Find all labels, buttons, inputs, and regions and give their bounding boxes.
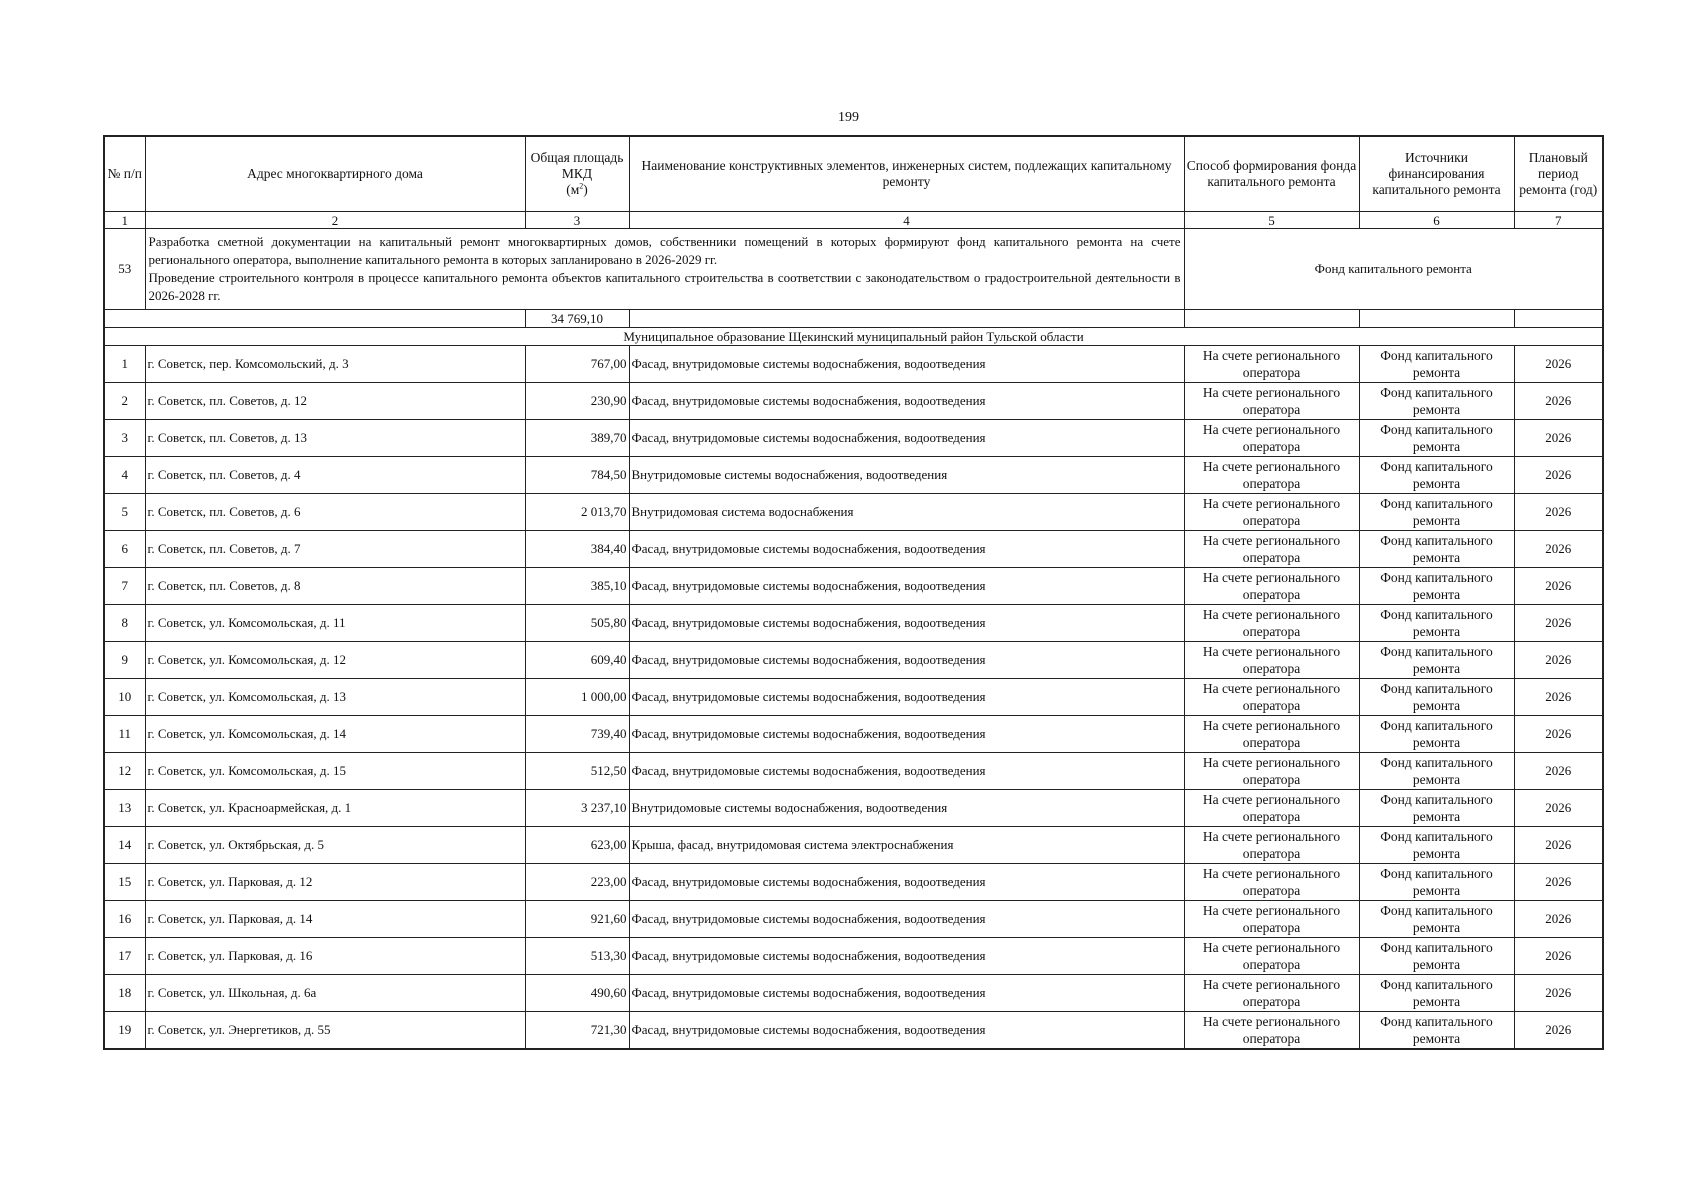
row-method: На счете регионального оператора [1184, 383, 1359, 420]
row-elements: Внутридомовые системы водоснабжения, водоотведения [629, 790, 1184, 827]
row-area: 505,80 [525, 605, 629, 642]
header-period: Плановый период ремонта (год) [1514, 136, 1603, 212]
row-address: г. Советск, ул. Комсомольская, д. 11 [145, 605, 525, 642]
row-area: 223,00 [525, 864, 629, 901]
row-source: Фонд капитального ремонта [1359, 383, 1514, 420]
row-area: 513,30 [525, 938, 629, 975]
item-53-number: 53 [104, 229, 145, 310]
row-elements: Фасад, внутридомовые системы водоснабжения, водоотведения [629, 753, 1184, 790]
row-method: На счете регионального оператора [1184, 605, 1359, 642]
row-source: Фонд капитального ремонта [1359, 827, 1514, 864]
column-index: 5 [1184, 212, 1359, 229]
row-elements: Фасад, внутридомовые системы водоснабжения, водоотведения [629, 642, 1184, 679]
row-year: 2026 [1514, 420, 1603, 457]
header-sources: Источники финансирования капитального ремонта [1359, 136, 1514, 212]
header-area [525, 136, 629, 212]
column-index: 4 [629, 212, 1184, 229]
item-53-text-1: Разработка сметной документации на капитальный ремонт многоквартирных домов, собственники помещений в которых формируют фонд капитального ремонта на счете регионального оператора, выполнение капитального ремонта в которых запланировано в 2026-2029 гг. [148, 234, 1181, 267]
total-blank [104, 310, 525, 328]
table-row [104, 1012, 1603, 1050]
row-area: 385,10 [525, 568, 629, 605]
row-method: На счете регионального оператора [1184, 494, 1359, 531]
row-method: На счете регионального оператора [1184, 864, 1359, 901]
municipality-title: Муниципальное образование Щекинский муниципальный район Тульской области [104, 328, 1603, 346]
row-number: 17 [104, 938, 145, 975]
row-address: г. Советск, ул. Парковая, д. 16 [145, 938, 525, 975]
row-source: Фонд капитального ремонта [1359, 420, 1514, 457]
row-area: 784,50 [525, 457, 629, 494]
row-address: г. Советск, пл. Советов, д. 12 [145, 383, 525, 420]
table-row [104, 420, 1603, 457]
row-elements: Фасад, внутридомовые системы водоснабжения, водоотведения [629, 568, 1184, 605]
row-source: Фонд капитального ремонта [1359, 679, 1514, 716]
row-address: г. Советск, ул. Энергетиков, д. 55 [145, 1012, 525, 1050]
table-row [104, 827, 1603, 864]
row-elements: Фасад, внутридомовые системы водоснабжения, водоотведения [629, 938, 1184, 975]
row-method: На счете регионального оператора [1184, 568, 1359, 605]
table-row [104, 753, 1603, 790]
row-area: 512,50 [525, 753, 629, 790]
row-address: г. Советск, ул. Комсомольская, д. 15 [145, 753, 525, 790]
page-number: 199 [838, 110, 859, 125]
row-elements: Крыша, фасад, внутридомовая система электроснабжения [629, 827, 1184, 864]
header-elements: Наименование конструктивных элементов, инженерных систем, подлежащих капитальному ремонту [629, 136, 1184, 212]
table-row [104, 642, 1603, 679]
column-index: 3 [525, 212, 629, 229]
row-year: 2026 [1514, 531, 1603, 568]
row-number: 2 [104, 383, 145, 420]
table-row [104, 716, 1603, 753]
row-elements: Фасад, внутридомовые системы водоснабжения, водоотведения [629, 901, 1184, 938]
column-index: 2 [145, 212, 525, 229]
municipality-row [104, 328, 1603, 346]
row-elements: Фасад, внутридомовые системы водоснабжения, водоотведения [629, 1012, 1184, 1050]
table-row [104, 790, 1603, 827]
item-53-text-2: Проведение строительного контроля в процессе капитального ремонта объектов капитального строительства в соответствии с законодательством о градостроительной деятельности в 2026-2028 гг. [148, 270, 1181, 303]
row-area: 721,30 [525, 1012, 629, 1050]
row-elements: Фасад, внутридомовые системы водоснабжения, водоотведения [629, 383, 1184, 420]
row-number: 1 [104, 346, 145, 383]
row-elements: Фасад, внутридомовые системы водоснабжения, водоотведения [629, 420, 1184, 457]
row-address: г. Советск, ул. Комсомольская, д. 14 [145, 716, 525, 753]
column-index-row [104, 212, 1603, 229]
row-year: 2026 [1514, 864, 1603, 901]
row-source: Фонд капитального ремонта [1359, 346, 1514, 383]
total-blank [1184, 310, 1359, 328]
table-row [104, 383, 1603, 420]
column-index: 6 [1359, 212, 1514, 229]
row-area: 490,60 [525, 975, 629, 1012]
row-method: На счете регионального оператора [1184, 642, 1359, 679]
column-index: 7 [1514, 212, 1603, 229]
row-method: На счете регионального оператора [1184, 420, 1359, 457]
row-elements: Фасад, внутридомовые системы водоснабжения, водоотведения [629, 716, 1184, 753]
total-blank [1359, 310, 1514, 328]
row-year: 2026 [1514, 1012, 1603, 1050]
row-number: 9 [104, 642, 145, 679]
row-elements: Фасад, внутридомовые системы водоснабжения, водоотведения [629, 679, 1184, 716]
row-year: 2026 [1514, 568, 1603, 605]
row-area: 623,00 [525, 827, 629, 864]
row-year: 2026 [1514, 790, 1603, 827]
row-method: На счете регионального оператора [1184, 827, 1359, 864]
row-method: На счете регионального оператора [1184, 901, 1359, 938]
row-elements: Фасад, внутридомовые системы водоснабжения, водоотведения [629, 605, 1184, 642]
table-row [104, 901, 1603, 938]
row-elements: Фасад, внутридомовые системы водоснабжения, водоотведения [629, 864, 1184, 901]
total-area-row [104, 310, 1603, 328]
table-row [104, 975, 1603, 1012]
table-row [104, 346, 1603, 383]
row-address: г. Советск, ул. Комсомольская, д. 12 [145, 642, 525, 679]
row-method: На счете регионального оператора [1184, 790, 1359, 827]
total-blank [1514, 310, 1603, 328]
row-year: 2026 [1514, 938, 1603, 975]
row-area: 739,40 [525, 716, 629, 753]
column-index: 1 [104, 212, 145, 229]
table-row [104, 494, 1603, 531]
row-address: г. Советск, пл. Советов, д. 7 [145, 531, 525, 568]
total-blank [629, 310, 1184, 328]
row-area: 609,40 [525, 642, 629, 679]
row-elements: Фасад, внутридомовые системы водоснабжения, водоотведения [629, 346, 1184, 383]
item-53-fund: Фонд капитального ремонта [1184, 229, 1603, 310]
row-number: 11 [104, 716, 145, 753]
item-53-description [145, 229, 1184, 310]
row-elements: Фасад, внутридомовые системы водоснабжения, водоотведения [629, 531, 1184, 568]
row-elements: Внутридомовая система водоснабжения [629, 494, 1184, 531]
row-year: 2026 [1514, 901, 1603, 938]
row-year: 2026 [1514, 457, 1603, 494]
row-elements: Фасад, внутридомовые системы водоснабжения, водоотведения [629, 975, 1184, 1012]
row-area: 2 013,70 [525, 494, 629, 531]
row-method: На счете регионального оператора [1184, 457, 1359, 494]
row-year: 2026 [1514, 494, 1603, 531]
row-source: Фонд капитального ремонта [1359, 1012, 1514, 1050]
row-number: 13 [104, 790, 145, 827]
row-source: Фонд капитального ремонта [1359, 975, 1514, 1012]
row-address: г. Советск, пл. Советов, д. 4 [145, 457, 525, 494]
row-method: На счете регионального оператора [1184, 753, 1359, 790]
header-row [104, 136, 1603, 212]
table-row [104, 864, 1603, 901]
row-number: 19 [104, 1012, 145, 1050]
row-number: 12 [104, 753, 145, 790]
row-number: 14 [104, 827, 145, 864]
header-address: Адрес многоквартирного дома [145, 136, 525, 212]
table-row [104, 531, 1603, 568]
row-source: Фонд капитального ремонта [1359, 457, 1514, 494]
row-elements: Внутридомовые системы водоснабжения, водоотведения [629, 457, 1184, 494]
repair-program-table [103, 135, 1604, 1050]
row-year: 2026 [1514, 975, 1603, 1012]
row-number: 16 [104, 901, 145, 938]
row-area: 3 237,10 [525, 790, 629, 827]
row-source: Фонд капитального ремонта [1359, 938, 1514, 975]
header-num: № п/п [104, 136, 145, 212]
row-source: Фонд капитального ремонта [1359, 642, 1514, 679]
row-address: г. Советск, ул. Октябрьская, д. 5 [145, 827, 525, 864]
row-method: На счете регионального оператора [1184, 531, 1359, 568]
row-method: На счете регионального оператора [1184, 716, 1359, 753]
row-year: 2026 [1514, 827, 1603, 864]
table-row [104, 679, 1603, 716]
row-year: 2026 [1514, 753, 1603, 790]
row-year: 2026 [1514, 679, 1603, 716]
row-number: 6 [104, 531, 145, 568]
row-number: 18 [104, 975, 145, 1012]
row-address: г. Советск, пл. Советов, д. 13 [145, 420, 525, 457]
row-source: Фонд капитального ремонта [1359, 864, 1514, 901]
row-source: Фонд капитального ремонта [1359, 494, 1514, 531]
row-source: Фонд капитального ремонта [1359, 790, 1514, 827]
row-number: 7 [104, 568, 145, 605]
row-number: 4 [104, 457, 145, 494]
row-year: 2026 [1514, 642, 1603, 679]
row-area: 389,70 [525, 420, 629, 457]
row-address: г. Советск, ул. Комсомольская, д. 13 [145, 679, 525, 716]
row-area: 230,90 [525, 383, 629, 420]
row-source: Фонд капитального ремонта [1359, 531, 1514, 568]
row-address: г. Советск, ул. Школьная, д. 6а [145, 975, 525, 1012]
row-method: На счете регионального оператора [1184, 679, 1359, 716]
table-row [104, 457, 1603, 494]
table-row [104, 568, 1603, 605]
row-area: 384,40 [525, 531, 629, 568]
header-area-label: Общая площадь МКД [530, 150, 624, 181]
row-number: 5 [104, 494, 145, 531]
row-address: г. Советск, ул. Парковая, д. 12 [145, 864, 525, 901]
header-method: Способ формирования фонда капитального ремонта [1184, 136, 1359, 212]
total-area: 34 769,10 [525, 310, 629, 328]
row-number: 3 [104, 420, 145, 457]
row-source: Фонд капитального ремонта [1359, 716, 1514, 753]
row-source: Фонд капитального ремонта [1359, 605, 1514, 642]
row-number: 15 [104, 864, 145, 901]
row-year: 2026 [1514, 383, 1603, 420]
row-area: 1 000,00 [525, 679, 629, 716]
row-address: г. Советск, пер. Комсомольский, д. 3 [145, 346, 525, 383]
row-method: На счете регионального оператора [1184, 346, 1359, 383]
row-address: г. Советск, ул. Парковая, д. 14 [145, 901, 525, 938]
item-53-row [104, 229, 1603, 310]
row-source: Фонд капитального ремонта [1359, 753, 1514, 790]
row-method: На счете регионального оператора [1184, 975, 1359, 1012]
row-source: Фонд капитального ремонта [1359, 568, 1514, 605]
row-method: На счете регионального оператора [1184, 1012, 1359, 1050]
header-area-unit-end: ) [583, 182, 588, 197]
row-number: 8 [104, 605, 145, 642]
row-address: г. Советск, пл. Советов, д. 8 [145, 568, 525, 605]
row-year: 2026 [1514, 716, 1603, 753]
header-area-unit-sup: 2 [579, 181, 584, 191]
row-year: 2026 [1514, 346, 1603, 383]
row-source: Фонд капитального ремонта [1359, 901, 1514, 938]
row-method: На счете регионального оператора [1184, 938, 1359, 975]
row-address: г. Советск, пл. Советов, д. 6 [145, 494, 525, 531]
row-area: 921,60 [525, 901, 629, 938]
row-number: 10 [104, 679, 145, 716]
row-address: г. Советск, ул. Красноармейская, д. 1 [145, 790, 525, 827]
row-year: 2026 [1514, 605, 1603, 642]
row-area: 767,00 [525, 346, 629, 383]
header-area-unit-base: (м [566, 182, 580, 197]
table-row [104, 938, 1603, 975]
table-row [104, 605, 1603, 642]
